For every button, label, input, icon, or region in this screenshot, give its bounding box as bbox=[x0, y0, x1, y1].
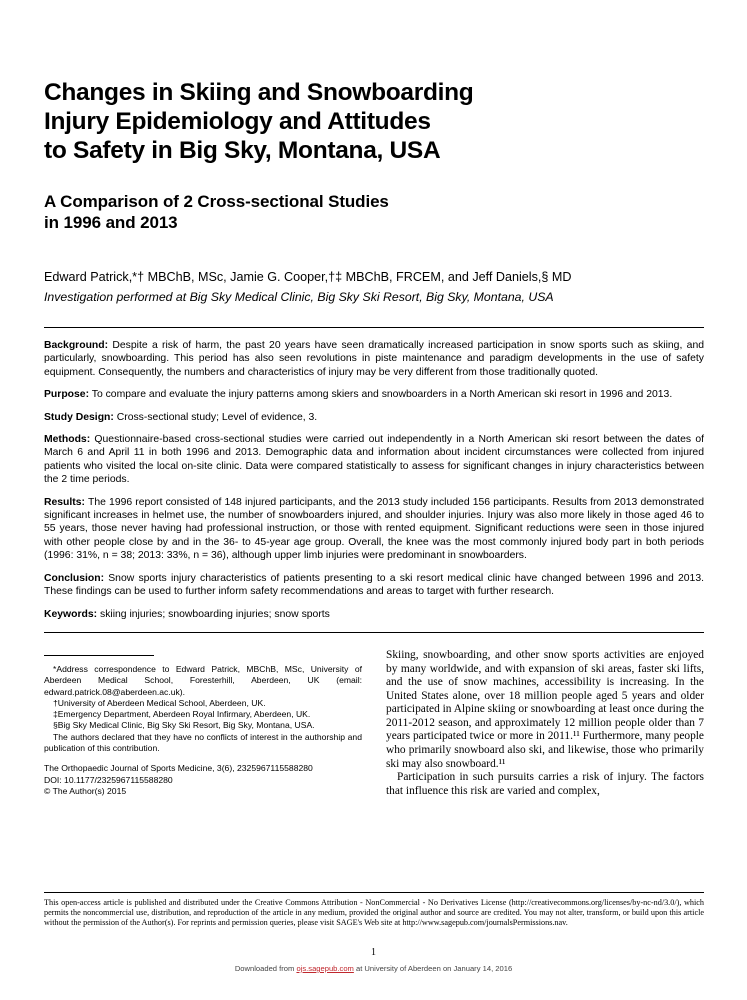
abstract bbox=[44, 339, 704, 621]
abstract-bottom-rule bbox=[44, 632, 704, 633]
abstract-text-conclusion: Snow sports injury characteristics of patients presenting to a ski resort medical clinic have changed between 1996 and 2013. These findings can be used to further inform safety recommendations and areas to target with further research. bbox=[44, 572, 704, 598]
title-line-2: Injury Epidemiology and Attitudes bbox=[44, 108, 431, 135]
footnote-affiliation-3: §Big Sky Medical Clinic, Big Sky Ski Resort, Big Sky, Montana, USA. bbox=[53, 720, 315, 731]
column-right bbox=[386, 649, 704, 799]
footnote-conflict: The authors declared that they have no conflicts of interest in the authorship and publication of this contribution. bbox=[44, 731, 362, 753]
download-suffix: at University of Aberdeen on January 14, 2016 bbox=[353, 964, 513, 973]
footnote-copyright: © The Author(s) 2015 bbox=[44, 785, 127, 796]
abstract-text-results: The 1996 report consisted of 148 injured participants, and the 2013 study included 156 participants. Results from 2013 demonstrated significant increases in helmet use, the number of snowboarders injured, and shoulder injuries. Injury was also more likely in those aged 46 to 55 years, those never having had professional instruction, or those with rented equipment. Significant reductions were seen in those injured with other people close by and in the 36- to 45-year age group. Overall, the knee was the most commonly injured body part in both periods (1996: 31%, n = 38; 2013: 33%, n = 36), although upper limb injuries were predominant in snowboarders. bbox=[44, 496, 704, 562]
abstract-section-methods bbox=[44, 433, 704, 487]
subtitle-line-2: in 1996 and 2013 bbox=[44, 213, 178, 232]
intro-paragraph-2: Participation in such pursuits carries a risk of injury. The factors that influence this risk are varied and complex, bbox=[386, 771, 704, 797]
article-content bbox=[44, 78, 704, 798]
title-line-1: Changes in Skiing and Snowboarding bbox=[44, 79, 474, 106]
abstract-label-methods: Methods: bbox=[44, 434, 91, 446]
license-rule bbox=[44, 892, 704, 893]
footnotes bbox=[44, 664, 362, 797]
page-title bbox=[44, 78, 704, 165]
abstract-text-purpose: To compare and evaluate the injury patterns among skiers and snowboarders in a North American ski resort in 1996 and 2013. bbox=[89, 389, 673, 401]
two-column-body bbox=[44, 649, 704, 799]
column-left bbox=[44, 649, 362, 799]
subtitle-line-1: A Comparison of 2 Cross-sectional Studies bbox=[44, 192, 389, 211]
footnote-affiliation-1: †University of Aberdeen Medical School, Aberdeen, UK. bbox=[53, 697, 266, 708]
author-list: Edward Patrick,*† MBChB, MSc, Jamie G. Cooper,†‡ MBChB, FRCEM, and Jeff Daniels,§ MD bbox=[44, 270, 572, 284]
download-host-link[interactable]: ojs.sagepub.com bbox=[296, 964, 354, 973]
abstract-top-rule bbox=[44, 327, 704, 328]
abstract-section-conclusion bbox=[44, 572, 704, 599]
abstract-label-purpose: Purpose: bbox=[44, 389, 90, 401]
abstract-label-results: Results: bbox=[44, 496, 85, 508]
intro-body bbox=[386, 649, 704, 799]
abstract-label-conclusion: Conclusion: bbox=[44, 572, 105, 584]
abstract-text-background: Despite a risk of harm, the past 20 years have seen dramatically increased participation in snow sports such as skiing, and particularly, snowboarding. This period has also seen revolutions in piste maintenance and paradigm developments in the use of safety equipment. Consequently, the numbers and characteristics of injury may be very different from those traditionally quoted. bbox=[44, 340, 704, 378]
license-note bbox=[44, 892, 704, 929]
footnote-divider bbox=[44, 655, 154, 656]
footnote-affiliation-2: ‡Emergency Department, Aberdeen Royal Infirmary, Aberdeen, UK. bbox=[53, 709, 311, 720]
abstract-section-results bbox=[44, 496, 704, 563]
abstract-section-background bbox=[44, 339, 704, 379]
abstract-section-study-design bbox=[44, 411, 704, 424]
page-subtitle bbox=[44, 191, 704, 233]
abstract-label-keywords: Keywords: bbox=[44, 608, 98, 620]
abstract-text-methods: Questionnaire-based cross-sectional studies were carried out independently in a North American ski resort between the dates of March 6 and April 11 in both 1996 and 2013. Demographic data and information about incident circumstances were collected from injured patients who visited the local on-site clinic. Data were compared statistically to assess for significant changes in injury characteristics between the 2 time periods. bbox=[44, 434, 704, 486]
license-text: This open-access article is published and distributed under the Creative Commons Attribution - NonCommercial - No Derivatives License (http://creativecommons.org/licenses/by-nc-nd/3.0/), which permits the noncommercial use, distribution, and reproduction of the article in any medium, provided the original author and source are credited. You may not alter, transform, or build upon this article without the permission of the Author(s). For reprints and permission queries, please visit SAGE's Web site at http://www.sagepub.com/journalsPermissions.nav. bbox=[44, 898, 704, 928]
download-prefix: Downloaded from bbox=[234, 964, 297, 973]
abstract-section-keywords bbox=[44, 608, 704, 621]
investigation-statement: Investigation performed at Big Sky Medical Clinic, Big Sky Ski Resort, Big Sky, Montana, USA bbox=[44, 290, 554, 304]
abstract-section-purpose bbox=[44, 388, 704, 401]
intro-paragraph-1: Skiing, snowboarding, and other snow sports activities are enjoyed by many worldwide, and with expansion of ski areas, faster ski lifts, and the use of snow machines, accessibility is increasing. In the United States alone, over 18 million people aged 5 years and older participated in Alpine skiing or snowboarding at least once during the 2011-2012 season, and approximately 12 million people older than 7 years participated twice or more in 2011.¹¹ Furthermore, many people who primarily snowboard also ski, and likewise, those who primarily ski may also snowboard.¹¹ bbox=[386, 648, 704, 770]
page-number: 1 bbox=[371, 947, 376, 958]
footnote-doi: DOI: 10.1177/2325967115588280 bbox=[44, 774, 173, 785]
title-line-3: to Safety in Big Sky, Montana, USA bbox=[44, 137, 441, 164]
footnote-journal: The Orthopaedic Journal of Sports Medicine, 3(6), 2325967115588280 bbox=[44, 763, 313, 774]
abstract-label-study-design: Study Design: bbox=[44, 411, 114, 423]
footnote-correspondence: *Address correspondence to Edward Patrick, MBChB, MSc, University of Aberdeen Medical School, Foresterhill, Aberdeen, UK (email: edward.patrick.08@aberdeen.ac.uk). bbox=[44, 663, 362, 697]
download-stamp bbox=[0, 964, 747, 973]
abstract-text-study-design: Cross-sectional study; Level of evidence, 3. bbox=[113, 411, 318, 423]
abstract-text-keywords: skiing injuries; snowboarding injuries; snow sports bbox=[97, 608, 330, 620]
abstract-label-background: Background: bbox=[44, 340, 109, 351]
